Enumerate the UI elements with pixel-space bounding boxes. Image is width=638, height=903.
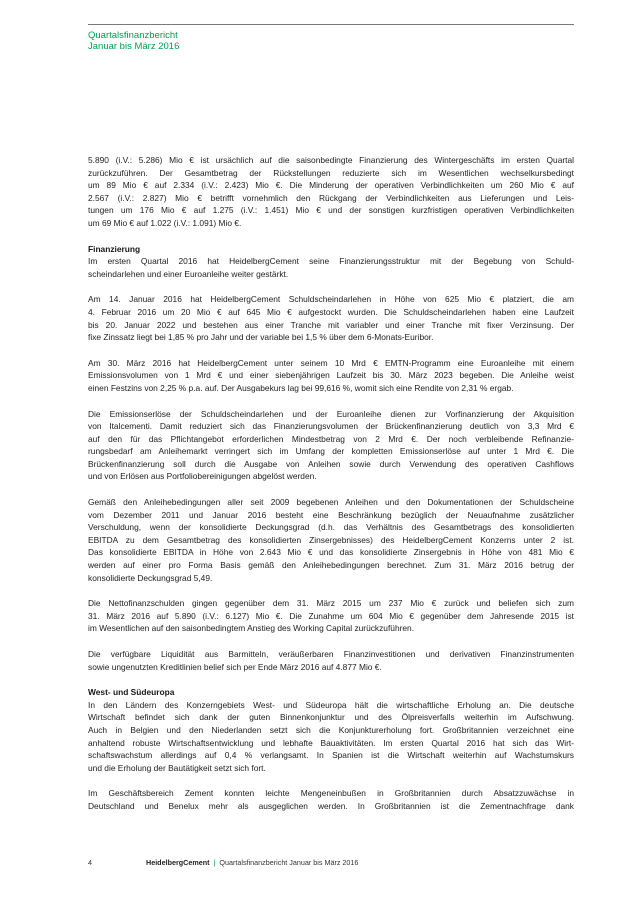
- text-line: schaftswachstum allerdings auf 0,4 % verlangsamt. In Spanien ist die Wirtschaft weiterhin auf Wachstumskurs: [88, 750, 574, 761]
- section-heading-finanzierung: Finanzierung: [88, 243, 141, 254]
- text-line: Im Geschäftsbereich Zement konnten leichte Mengeneinbußen in Großbritannien durch Absatzzuwächse in: [88, 788, 574, 799]
- header-period: Januar bis März 2016: [88, 40, 180, 52]
- header-title: Quartalsfinanzbericht: [88, 30, 178, 41]
- text-line: zurückzuführen. Der Gesamtbetrag der Rückstellungen reduzierte sich im Wesentlichen wechselkursbedingt: [88, 167, 574, 178]
- text-line: sowie ungenutzten Kreditlinien belief sich per Ende März 2016 auf 4.877 Mio €.: [88, 661, 382, 672]
- text-line: im Wesentlichen auf den saisonbedingtem Anstieg des Working Capital zurückzuführen.: [88, 623, 415, 634]
- text-line: Am 14. Januar 2016 hat HeidelbergCement Schuldscheindarlehen in Höhe von 625 Mio € platziert, die am: [88, 294, 574, 305]
- text-line: tungen um 176 Mio € auf 1.275 (i.V.: 1.451) Mio € und der sonstigen kurzfristigen operativen Verbindlichkeiten: [88, 205, 574, 216]
- paragraph: [88, 357, 574, 395]
- text-line: Gemäß den Anleihebedingungen aller seit 2009 begebenen Anleihen und den Dokumentationen der Schuldscheine: [88, 497, 574, 508]
- paragraph: [88, 293, 574, 343]
- page-number: 4: [88, 858, 92, 867]
- footer-separator: |: [213, 858, 216, 867]
- text-line: Die Nettofinanzschulden gingen gegenüber dem 31. März 2015 um 237 Mio € zurück und beliefen sich zum: [88, 598, 574, 609]
- footer-document-title: Quartalsfinanzbericht Januar bis März 2016: [219, 858, 359, 867]
- text-line: werden auf einer pro Forma Basis gemäß den Anleihebedingungen berechnet. Zum 31. März 2016 betrug der: [88, 560, 574, 571]
- paragraph: [88, 648, 574, 673]
- running-header: [88, 31, 488, 52]
- section-finanzierung: [88, 243, 574, 674]
- text-line: 4. Februar 2016 um 20 Mio € auf 645 Mio € aufgestockt wurden. Die Schuldscheindarlehen haben eine Laufzeit: [88, 306, 574, 317]
- text-line: um 69 Mio € auf 1.022 (i.V.: 1.091) Mio €.: [88, 217, 242, 228]
- text-line: konsolidierte Deckungsgrad 5,49.: [88, 572, 213, 583]
- footer-brand: HeidelbergCement: [146, 858, 210, 867]
- text-line: Brückenfinanzierung soll durch die Ausgabe von Anleihen sowie durch Verwendung des operativen Cashflows: [88, 458, 574, 469]
- text-line: von Italcementi. Damit reduziert sich das Finanzierungsvolumen der Brückenfinanzierung deutlich von 3,3 Mrd €: [88, 421, 574, 432]
- text-line: und von Erlösen aus Portfoliobereinigungen abgelöst werden.: [88, 471, 317, 482]
- text-line: bis 20. Januar 2022 und bestehen aus einer Tranche mit variabler und einer Tranche mit fixer Verzinsung. Der: [88, 319, 574, 330]
- text-line: Die verfügbare Liquidität aus Barmitteln, veräußerbaren Finanzinvestitionen und derivativen Finanzinstrumenten: [88, 649, 574, 659]
- intro-paragraph: [88, 154, 574, 230]
- paragraph: [88, 699, 574, 775]
- paragraph: [88, 408, 574, 484]
- text-line: Die Emissionserlöse der Schuldscheindarlehen und der Euroanleihe dienen zur Vorfinanzierung der Akquisition: [88, 408, 574, 419]
- text-line: anhaltend robuste Wirtschaftsentwicklung und lebhafte Bauaktivitäten. Im ersten Quartal 2016 hat sich das Wirt-: [88, 737, 574, 748]
- text-line: auf den für das Pflichtangebot erforderlichen Mindestbetrag von 2 Mrd €. Der noch verbleibende Refinanzie-: [88, 433, 574, 444]
- text-line: scheindarlehen und einer Euroanleihe weiter gestärkt.: [88, 268, 289, 279]
- paragraph: [88, 787, 574, 812]
- paragraph: [88, 597, 574, 635]
- text-line: Das konsolidierte EBITDA in Höhe von 2.643 Mio € und das konsolidierte Zinsergebnis in Höhe von 481 Mio €: [88, 547, 574, 558]
- text-line: vom Dezember 2011 und Januar 2016 besteht eine Beschränkung bezüglich der Neuaufnahme zusätzlicher: [88, 509, 574, 520]
- section-heading-west-suedeuropa: West- und Südeuropa: [88, 687, 175, 698]
- text-line: rungsbedarf am Anleihemarkt verringert sich im Umfang der kompletten Emissionserlöse auf unter 1 Mrd €. Die: [88, 446, 574, 457]
- text-line: 2.567 (i.V.: 2.827) Mio € betrifft vornehmlich den Rückgang der Verbindlichkeiten aus Lieferungen und Leis-: [88, 192, 574, 203]
- text-line: Wirtschaft befindet sich dank der guten Binnenkonjunktur und des Ölpreisverfalls weiterhin im Aufschwung.: [88, 712, 574, 723]
- page-footer: [88, 858, 574, 867]
- text-line: Verschuldung, wenn der konsolidierte Deckungsgrad (d.h. das Verhältnis des Gesamtbetrags des konsolidierten: [88, 522, 574, 533]
- text-line: 5.890 (i.V.: 5.286) Mio € ist ursächlich auf die saisonbedingte Finanzierung des Wintergeschäfts im ersten Quartal: [88, 155, 574, 165]
- text-line: um 89 Mio € auf 2.334 (i.V.: 2.423) Mio €. Die Minderung der operativen Verbindlichkeiten um 260 Mio € auf: [88, 180, 574, 191]
- text-line: einen Festzins von 2,25 % p.a. auf. Der Ausgabekurs lag bei 99,616 %, womit sich eine Rendite von 2,31 % ergab.: [88, 382, 514, 393]
- text-line: EBITDA zu dem Gesamtbetrag des konsolidierten Zinsergebnisses) des HeidelbergCement Konzerns unter 2 ist.: [88, 534, 574, 545]
- text-line: Im ersten Quartal 2016 hat HeidelbergCement seine Finanzierungsstruktur mit der Begebung von Schuld-: [88, 256, 574, 267]
- paragraph: [88, 255, 574, 280]
- text-line: 31. März 2016 auf 5.890 (i.V.: 6.127) Mio €. Die Zunahme um 604 Mio € gegenüber dem Jahresende 2015 ist: [88, 610, 574, 621]
- text-line: Emissionsvolumen von 1 Mrd € und einer siebenjährigen Laufzeit bis 30. März 2023 begeben. Die Anleihe weist: [88, 370, 574, 381]
- top-divider: [88, 24, 574, 25]
- text-line: Deutschland und Benelux mehr als ausgeglichen werden. In Großbritannien ist die Zementnachfrage dank: [88, 800, 574, 811]
- text-line: Auch in Belgien und den Niederlanden setzt sich die Konjunkturerholung fort. Großbritannien verzeichnet eine: [88, 724, 574, 735]
- text-line: und die Erholung der Bautätigkeit setzt sich fort.: [88, 762, 266, 773]
- document-body: [88, 154, 574, 826]
- section-west-suedeuropa: [88, 686, 574, 812]
- paragraph: [88, 496, 574, 584]
- text-line: In den Ländern des Konzerngebiets West- und Südeuropa hält die wirtschaftliche Erholung an. Die deutsche: [88, 699, 574, 710]
- text-line: fixe Zinssatz liegt bei 1,85 % pro Jahr und der variable bei 1,5 % über dem 6-Monats-Euribor.: [88, 332, 434, 343]
- text-line: Am 30. März 2016 hat HeidelbergCement unter seinem 10 Mrd € EMTN-Programm eine Euroanleihe mit einem: [88, 357, 574, 368]
